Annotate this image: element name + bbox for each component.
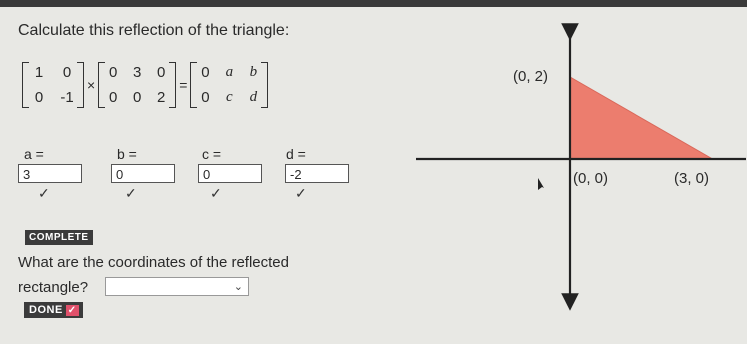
matrix-entry: d [249,89,258,105]
matrix-entry: 0 [34,89,44,106]
matrix-entry: b [249,64,258,80]
point-label-0-0: (0, 0) [573,170,609,187]
point-label-3-0: (3, 0) [674,170,710,187]
vertex-matrix [98,64,176,106]
matrix-entry: 0 [157,64,166,81]
matrix-entry: 1 [34,64,44,81]
question-line-1: What are the coordinates of the reflected [18,254,289,271]
input-b[interactable]: 0 [111,164,175,183]
chevron-down-icon: ⌄ [233,281,243,293]
equals-sign: = [179,77,188,93]
point-label-0-2: (0, 2) [513,68,549,85]
matrix-equation [22,58,268,112]
cursor-icon [538,178,544,190]
field-label-d: d = [286,146,306,162]
times-sign: × [87,77,96,93]
check-icon: ✓ [38,185,50,201]
triangle-shape [570,77,713,159]
done-label: DONE [29,304,63,316]
question-line-2: rectangle? [18,279,89,296]
check-icon: ✓ [295,185,307,201]
prompt-text: Calculate this reflection of the triangle: [18,22,290,39]
matrix-entry: 2 [157,89,166,106]
matrix-entry: c [226,89,233,105]
matrix-entry: 0 [109,64,118,81]
result-matrix [190,64,268,106]
matrix-entry: -1 [60,89,74,106]
complete-badge: COMPLETE [25,230,93,245]
field-label-b: b = [117,146,137,162]
matrix-entry: 0 [62,64,72,81]
matrix-entry: a [225,64,234,80]
field-label-c: c = [202,146,222,162]
check-icon: ✓ [67,304,77,316]
done-button[interactable] [24,302,83,318]
field-label-a: a = [24,146,44,162]
top-bar [0,0,747,7]
input-d[interactable]: -2 [285,164,349,183]
reflection-matrix [22,64,84,106]
check-icon: ✓ [210,185,222,201]
matrix-entry: 0 [201,64,210,81]
matrix-entry: 0 [201,89,210,106]
check-icon: ✓ [125,185,137,201]
input-c[interactable]: 0 [198,164,262,183]
matrix-entry: 0 [109,89,118,106]
matrix-entry: 3 [133,64,142,81]
matrix-entry: 0 [133,89,142,106]
input-a[interactable]: 3 [18,164,82,183]
coordinates-dropdown[interactable] [105,277,249,296]
coordinate-graph [400,20,747,339]
